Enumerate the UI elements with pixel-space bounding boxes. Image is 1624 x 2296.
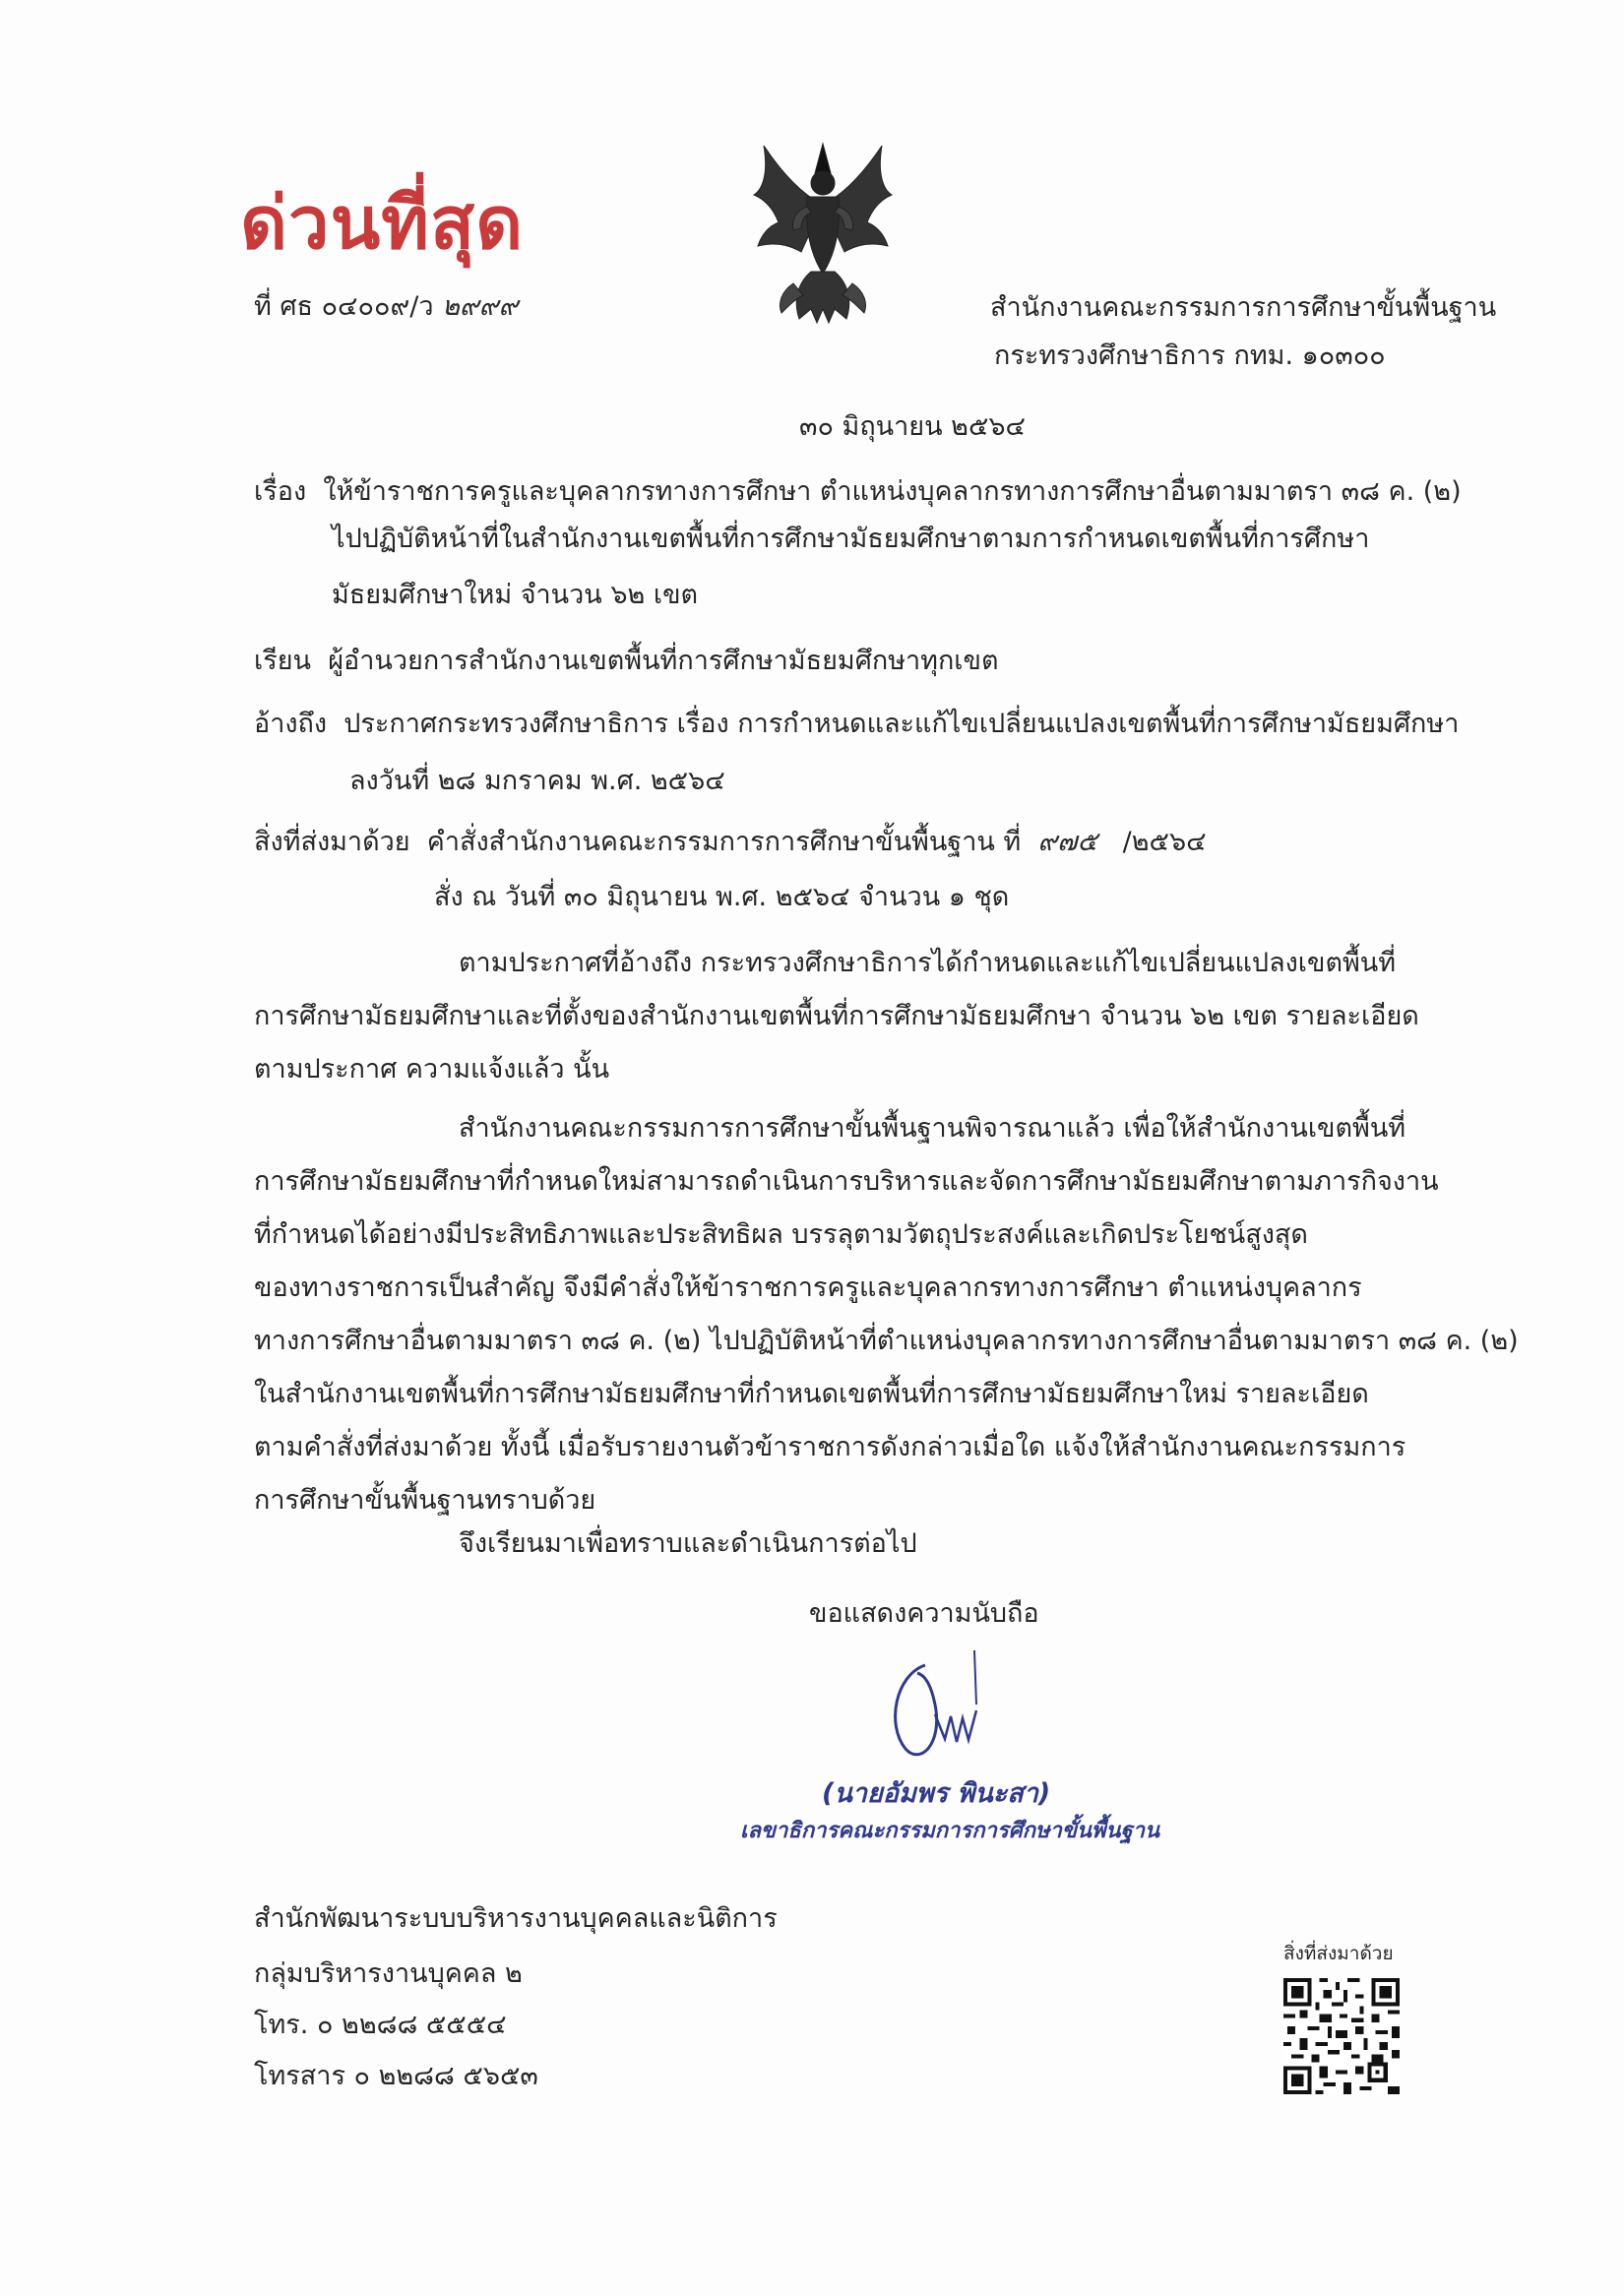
recipient-text: ผู้อำนวยการสำนักงานเขตพื้นที่การศึกษามัธยมศึกษาทุกเขต bbox=[328, 646, 999, 676]
garuda-emblem-icon bbox=[724, 136, 921, 333]
closing-line: จึงเรียนมาเพื่อทราบและดำเนินการต่อไป bbox=[459, 1528, 917, 1559]
reference-text-1: ประกาศกระทรวงศึกษาธิการ เรื่อง การกำหนดและแก้ไขเปลี่ยนแปลงเขตพื้นที่การศึกษามัธยมศึกษา bbox=[344, 709, 1460, 739]
paragraph-1-line: ตามประกาศที่อ้างถึง กระทรวงศึกษาธิการได้กำหนดและแก้ไขเปลี่ยนแปลงเขตพื้นที่ bbox=[459, 948, 1397, 978]
document-number-handwritten: ๒๙๙๙ bbox=[442, 291, 519, 322]
enclosure-text-pre: คำสั่งสำนักงานคณะกรรมการการศึกษาขั้นพื้นฐาน ที่ bbox=[426, 827, 1022, 857]
recipient-label: เรียน bbox=[254, 646, 312, 676]
paragraph-2-line: ของทางราชการเป็นสำคัญ จึงมีคำสั่งให้ข้าราชการครูและบุคลากรทางการศึกษา ตำแหน่งบุคลากร bbox=[254, 1272, 1362, 1303]
paragraph-2 bbox=[254, 1102, 1519, 1527]
paragraph-2-line: ทางการศึกษาอื่นตามมาตรา ๓๘ ค. (๒) ไปปฏิบัติหน้าที่ตำแหน่งบุคลากรทางการศึกษาอื่นตามมาตรา ๓๘ ค. (๒) bbox=[254, 1326, 1519, 1356]
paragraph-2-line: สำนักงานคณะกรรมการการศึกษาขั้นพื้นฐานพิจารณาแล้ว เพื่อให้สำนักงานเขตพื้นที่ bbox=[459, 1113, 1406, 1144]
regards-line: ขอแสดงความนับถือ bbox=[809, 1598, 1039, 1629]
urgency-stamp: ด่วนที่สุด bbox=[240, 181, 525, 266]
enclosure-text-post: /๒๕๖๔ bbox=[1122, 827, 1207, 857]
paragraph-2-line: การศึกษาขั้นพื้นฐานทราบด้วย bbox=[254, 1485, 596, 1516]
footer-fax: โทรสาร ๐ ๒๒๘๘ ๕๖๕๓ bbox=[254, 2061, 538, 2091]
signer-title: เลขาธิการคณะกรรมการการศึกษาขั้นพื้นฐาน bbox=[740, 1819, 1159, 1843]
subject-text-1: ให้ข้าราชการครูและบุคลากรทางการศึกษา ตำแหน่งบุคลากรทางการศึกษาอื่นตามมาตรา ๓๘ ค. (๒) bbox=[323, 476, 1462, 507]
paragraph-2-line: การศึกษามัธยมศึกษาที่กำหนดใหม่สามารถดำเนินการบริหารและจัดการศึกษามัธยมศึกษาตามภารกิจงาน bbox=[254, 1166, 1439, 1197]
reference-label: อ้างถึง bbox=[254, 709, 328, 739]
footer-phone: โทร. ๐ ๒๒๘๘ ๕๕๕๔ bbox=[254, 2010, 507, 2040]
footer-group: กลุ่มบริหารงานบุคคล ๒ bbox=[254, 1958, 523, 1989]
paragraph-2-line: ที่กำหนดได้อย่างมีประสิทธิภาพและประสิทธิผล บรรลุตามวัตถุประสงค์และเกิดประโยชน์สูงสุด bbox=[254, 1219, 1308, 1250]
paragraph-2-line: ในสำนักงานเขตพื้นที่การศึกษามัธยมศึกษาที่กำหนดเขตพื้นที่การศึกษามัธยมศึกษาใหม่ รายละเอียด bbox=[254, 1379, 1369, 1409]
reference-line-1 bbox=[254, 709, 1459, 740]
paragraph-2-line: ตามคำสั่งที่ส่งมาด้วย ทั้งนี้ เมื่อรับรายงานตัวข้าราชการดังกล่าวเมื่อใด แจ้งให้สำนักงานคณะกรรมการ bbox=[254, 1432, 1406, 1462]
paragraph-1-line: การศึกษามัธยมศึกษาและที่ตั้งของสำนักงานเขตพื้นที่การศึกษามัธยมศึกษา จำนวน ๖๒ เขต รายละเอียด bbox=[254, 1001, 1419, 1031]
enclosure-line-1 bbox=[254, 827, 1207, 858]
document-number bbox=[254, 291, 518, 323]
subject-line-1 bbox=[254, 476, 1462, 508]
enclosure-number-handwritten: ๙๗๕ bbox=[1037, 827, 1097, 857]
paragraph-1-line: ตามประกาศ ความแจ้งแล้ว นั้น bbox=[254, 1054, 610, 1085]
footer-office: สำนักพัฒนาระบบบริหารงานบุคคลและนิติการ bbox=[254, 1903, 778, 1934]
subject-label: เรื่อง bbox=[254, 476, 307, 507]
reference-line-2: ลงวันที่ ๒๘ มกราคม พ.ศ. ๒๕๖๔ bbox=[349, 766, 725, 796]
enclosure-line-2: สั่ง ณ วันที่ ๓๐ มิถุนายน พ.ศ. ๒๕๖๔ จำนวน ๑ ชุด bbox=[434, 882, 1010, 912]
document-number-prefix: ที่ ศธ ๐๔๐๐๙/ว bbox=[254, 291, 434, 322]
recipient-line bbox=[254, 646, 999, 677]
agency-address: กระทรวงศึกษาธิการ กทม. ๑๐๓๐๐ bbox=[994, 341, 1386, 371]
qr-label: สิ่งที่ส่งมาด้วย bbox=[1283, 1943, 1394, 1964]
signature-icon bbox=[866, 1645, 1014, 1773]
subject-line-2: ไปปฏิบัติหน้าที่ในสำนักงานเขตพื้นที่การศึกษามัธยมศึกษาตามการกำหนดเขตพื้นที่การศึกษา bbox=[332, 524, 1370, 554]
subject-line-3: มัธยมศึกษาใหม่ จำนวน ๖๒ เขต bbox=[332, 580, 699, 610]
enclosure-label: สิ่งที่ส่งมาด้วย bbox=[254, 827, 410, 857]
letter-date: ๓๐ มิถุนายน ๒๕๖๔ bbox=[799, 411, 1026, 442]
qr-code-icon[interactable] bbox=[1283, 1978, 1400, 2094]
agency-name: สำนักงานคณะกรรมการการศึกษาขั้นพื้นฐาน bbox=[990, 292, 1497, 323]
paragraph-1 bbox=[254, 937, 1496, 1096]
signer-name: (นายอัมพร พินะสา) bbox=[822, 1778, 1051, 1809]
